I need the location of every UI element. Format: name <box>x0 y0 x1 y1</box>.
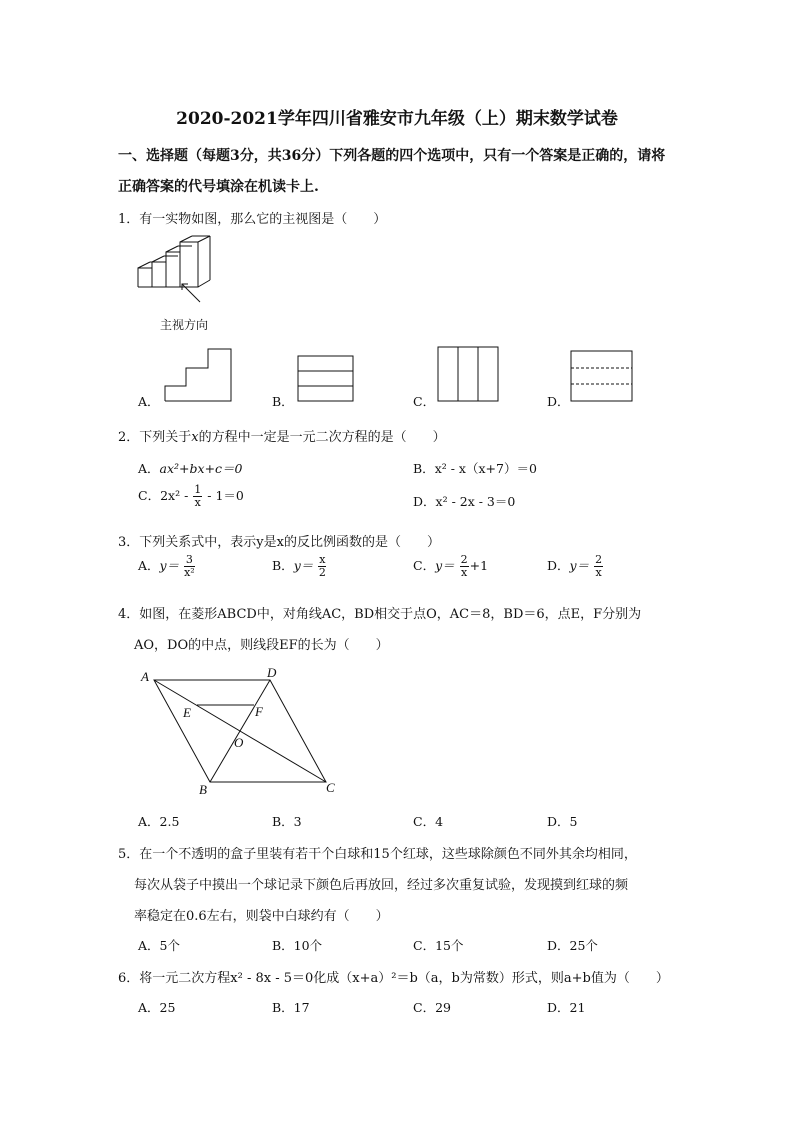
q1-option-d-figure <box>570 350 633 402</box>
question-1-stem: 1．有一实物如图，那么它的主视图是（ ） <box>118 212 387 227</box>
q5-option-d[interactable]: D．25个 <box>547 938 598 953</box>
q4-option-a[interactable]: A．2.5 <box>138 814 180 829</box>
section-heading-line1: 一、选择题（每题3分，共36分）下列各题的四个选项中，只有一个答案是正确的，请将 <box>118 148 666 164</box>
q4-label-f: F <box>255 704 263 719</box>
question-4-stem-line2: AO，DO的中点，则线段EF的长为（ ） <box>134 638 389 653</box>
q1-view-direction-caption: 主视方向 <box>160 318 209 332</box>
q6-option-c[interactable]: C．29 <box>413 1000 451 1015</box>
question-5-stem-line3: 率稳定在0.6左右，则袋中白球约有（ ） <box>134 909 389 924</box>
q3-option-c[interactable]: C．y＝ $\frac{2}{x}$ +1 <box>413 553 489 579</box>
q4-option-c[interactable]: C．4 <box>413 814 444 829</box>
question-3-stem: 3．下列关系式中，表示y是x的反比例函数的是（ ） <box>118 535 440 550</box>
q1-option-b-figure <box>297 355 354 402</box>
q1-option-a-label[interactable]: A． <box>138 394 160 409</box>
question-2-stem: 2．下列关于x的方程中一定是一元二次方程的是（ ） <box>118 430 446 445</box>
q4-label-c: C <box>326 780 335 795</box>
q2-option-d[interactable]: D．x² - 2x - 3＝0 <box>413 494 516 509</box>
q2-option-a[interactable]: A．ax²+bx+c＝0 <box>138 461 243 476</box>
question-5-stem-line1: 5．在一个不透明的盒子里装有若干个白球和15个红球，这些球除颜色不同外其余均相同， <box>118 847 637 862</box>
question-4-stem-line1: 4．如图，在菱形ABCD中，对角线AC，BD相交于点O，AC＝8，BD＝6，点E，F分别为 <box>118 607 642 622</box>
q2-option-b[interactable]: B．x² - x（x+7）＝0 <box>413 461 537 476</box>
q3-option-a[interactable]: A．y＝ $\frac{3}{\text{x²}}$ <box>138 553 195 579</box>
q4-option-b[interactable]: B．3 <box>272 814 302 829</box>
q1-option-d-label[interactable]: D． <box>547 394 570 409</box>
q4-rhombus-figure <box>140 665 340 797</box>
q4-label-e: E <box>183 705 191 720</box>
q5-option-b[interactable]: B．10个 <box>272 938 323 953</box>
q5-option-a[interactable]: A．5个 <box>138 938 180 953</box>
q3-option-b[interactable]: B．y＝ $\frac{x}{2}$ <box>272 553 326 579</box>
page-title: 2020-2021学年四川省雅安市九年级（上）期末数学试卷 <box>176 109 618 129</box>
q6-option-a[interactable]: A．25 <box>138 1000 176 1015</box>
question-6-stem: 6．将一元二次方程x² - 8x - 5＝0化成（x+a）²＝b（a，b为常数）形式，则a+b值为（ ） <box>118 971 669 986</box>
section-heading-line2: 正确答案的代号填涂在机读卡上. <box>118 179 319 195</box>
q6-option-b[interactable]: B．17 <box>272 1000 310 1015</box>
q3-option-d[interactable]: D．y＝ $\frac{2}{x}$ <box>547 553 603 579</box>
q5-option-c[interactable]: C．15个 <box>413 938 464 953</box>
question-5-stem-line2: 每次从袋子中摸出一个球记录下颜色后再放回，经过多次重复试验，发现摸到红球的频 <box>134 878 629 893</box>
q6-option-d[interactable]: D．21 <box>547 1000 586 1015</box>
q4-label-o: O <box>234 735 244 750</box>
q4-label-d: D <box>267 665 277 680</box>
q4-label-a: A <box>141 669 149 684</box>
q1-stair-figure <box>130 232 230 312</box>
q4-label-b: B <box>199 782 207 797</box>
q2-option-c[interactable]: C．2x² - $\frac{1}{x}$ - 1＝0 <box>138 483 244 509</box>
q1-option-c-label[interactable]: C． <box>413 394 436 409</box>
q1-option-c-figure <box>437 346 499 402</box>
q1-option-b-label[interactable]: B． <box>272 394 294 409</box>
q1-option-a-figure <box>164 348 232 402</box>
q4-option-d[interactable]: D．5 <box>547 814 578 829</box>
